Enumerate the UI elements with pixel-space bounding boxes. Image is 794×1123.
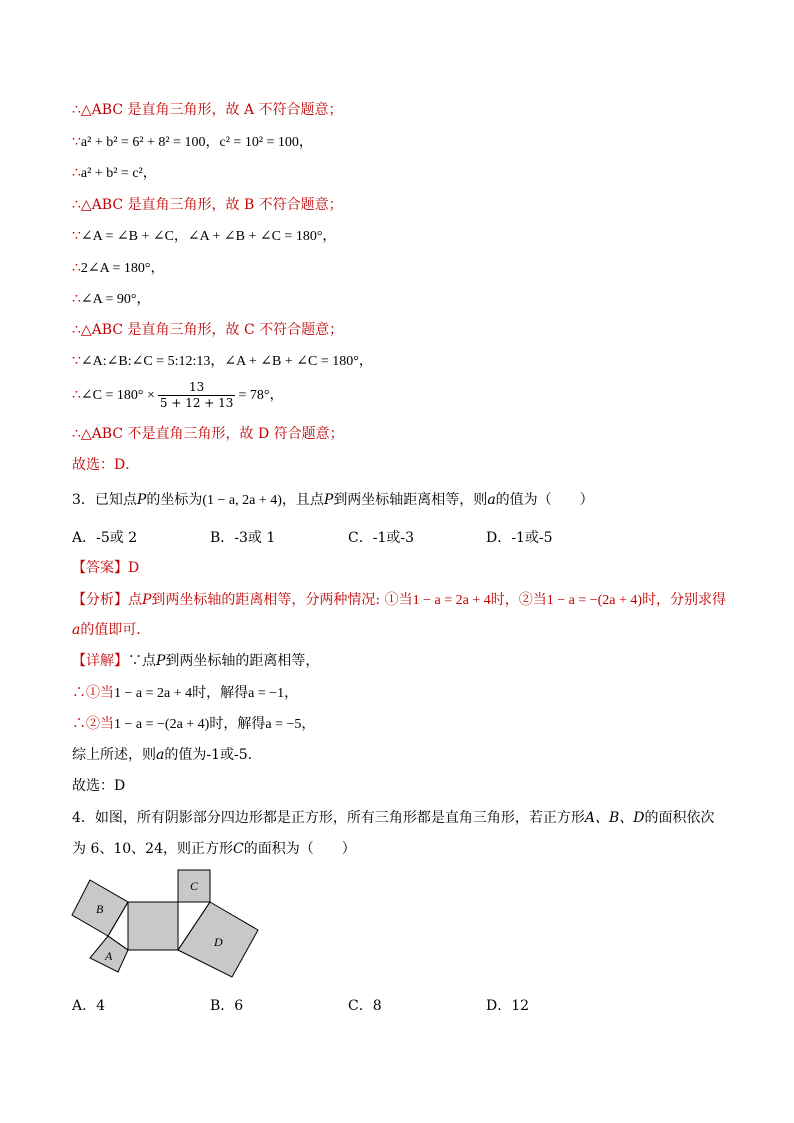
therefore-symbol: ∴ xyxy=(72,260,81,276)
fraction-denominator: 5 + 12 + 13 xyxy=(159,395,234,410)
q3-analysis-line-2 xyxy=(72,620,150,640)
analysis-math: 1 − a = −(2a + 4) xyxy=(546,593,643,608)
question-3-stem xyxy=(72,490,594,511)
solution-line-4: ∴△ABC 是直角三角形，故 B 不符合题意； xyxy=(72,197,343,213)
math-expression: = 78° xyxy=(238,388,270,403)
q4-text: 为 6、10、24，则正方形 xyxy=(72,841,233,857)
conclusion-var: a xyxy=(156,747,165,763)
detail-math: a = −1 xyxy=(248,686,285,701)
because-symbol: ∵ xyxy=(72,134,81,150)
analysis-text: 时，分别求得 xyxy=(642,592,727,608)
q3-conclusion xyxy=(72,745,262,765)
detail-text: 时，解得 xyxy=(192,685,249,701)
solution-line-6 xyxy=(72,258,164,279)
detail-math: 1 − a = 2a + 4 xyxy=(114,686,193,701)
math-expression: ∠A = 90° xyxy=(80,292,137,307)
detail-text: ∴②当 xyxy=(72,716,114,732)
q3-option-b: B．-3或 1 xyxy=(210,530,276,546)
solution-line-1: ∴△ABC 是直角三角形，故 A 不符合题意； xyxy=(72,102,343,118)
math-expression: c² = 10² = 100 xyxy=(219,135,299,150)
q3-option-c: C．-1或-3 xyxy=(348,530,414,546)
detail-text: ∵点 xyxy=(128,653,156,669)
solution-line-5 xyxy=(72,226,336,247)
math-expression: ∠A = ∠B + ∠C xyxy=(80,229,174,244)
q4-text: 的面积依次 xyxy=(644,810,715,826)
analysis-var: a xyxy=(72,622,81,638)
detail-text: ， xyxy=(301,716,316,732)
therefore-symbol: ∴ xyxy=(72,165,81,181)
q3-option-d: D．-1或-5 xyxy=(486,530,553,546)
therefore-symbol: ∴ xyxy=(72,291,81,307)
q3-analysis-line-1 xyxy=(72,590,726,611)
analysis-tag: 【分析】 xyxy=(72,592,128,608)
q3-text: 的值为（ ） xyxy=(495,492,594,508)
q4-option-c: C．8 xyxy=(348,998,382,1014)
fraction-numerator: 13 xyxy=(158,380,236,396)
q3-text: 3．已知点 xyxy=(72,492,137,508)
analysis-var: P xyxy=(142,592,152,608)
detail-text: 时，解得 xyxy=(209,716,266,732)
solution-line-7 xyxy=(72,289,150,310)
separator: ， xyxy=(150,260,165,276)
detail-var: P xyxy=(156,653,166,669)
separator: ， xyxy=(173,228,188,244)
separator: ， xyxy=(358,353,373,369)
q4-option-a: A．4 xyxy=(72,998,106,1014)
solution-line-11: ∴△ABC 不是直角三角形，故 D 符合题意； xyxy=(72,426,344,442)
q3-detail-line-1 xyxy=(72,651,319,671)
conclusion-text: 综上所述，则 xyxy=(72,747,156,763)
answer-value: D xyxy=(128,560,140,576)
separator: ， xyxy=(142,165,157,181)
detail-math: 1 − a = −(2a + 4) xyxy=(114,717,210,732)
separator: ， xyxy=(322,228,337,244)
q3-detail-line-3 xyxy=(72,714,315,735)
q3-choice: 故选：D xyxy=(72,778,126,794)
analysis-text: 的值即可． xyxy=(80,622,151,638)
solution-line-8: ∴△ABC 是直角三角形，故 C 不符合题意； xyxy=(72,322,344,338)
q4-option-d: D．12 xyxy=(486,998,530,1014)
label-c: C xyxy=(190,879,199,893)
q4-text: 的面积为（ ） xyxy=(243,841,356,857)
because-symbol: ∵ xyxy=(72,353,81,369)
separator: ， xyxy=(136,291,151,307)
separator: ， xyxy=(205,134,220,150)
fraction xyxy=(158,380,236,411)
math-expression: ∠C = 180° × xyxy=(80,388,155,403)
q4-var: A、B、D xyxy=(584,810,645,826)
q4-text: 4．如图，所有阴影部分四边形都是正方形，所有三角形都是直角三角形，若正方形 xyxy=(72,810,585,826)
q3-answer xyxy=(72,558,139,578)
separator: ， xyxy=(210,353,225,369)
solution-line-2 xyxy=(72,132,313,153)
because-symbol: ∵ xyxy=(72,228,81,244)
math-expression: ∠A + ∠B + ∠C = 180° xyxy=(187,229,323,244)
math-expression: a² + b² = 6² + 8² = 100 xyxy=(80,135,206,150)
answer-tag: 【答案】 xyxy=(72,560,128,576)
q3-var: a xyxy=(487,492,496,508)
math-expression: a² + b² = c² xyxy=(80,166,143,181)
separator: ， xyxy=(269,387,284,403)
detail-math: a = −5 xyxy=(265,717,302,732)
math-expression: ∠A + ∠B + ∠C = 180° xyxy=(224,354,359,369)
math-expression: ∠A:∠B:∠C = 5:12:13 xyxy=(80,354,211,369)
analysis-text: 点 xyxy=(128,592,142,608)
label-d: D xyxy=(214,935,223,949)
math-expression: 2∠A = 180° xyxy=(80,261,151,276)
question-4-stem-line-2 xyxy=(72,839,356,859)
solution-line-10 xyxy=(72,378,283,413)
analysis-math: 1 − a = 2a + 4 xyxy=(412,593,491,608)
q3-text: ，且点 xyxy=(281,492,324,508)
detail-text: ∴①当 xyxy=(72,685,114,701)
q3-text: 的坐标为 xyxy=(146,492,203,508)
solution-line-3 xyxy=(72,163,157,184)
analysis-text: 到两坐标轴的距离相等，分两种情况: ①当 xyxy=(151,592,413,608)
q3-detail-line-2 xyxy=(72,683,298,704)
q3-var: P xyxy=(323,492,334,508)
detail-text: ， xyxy=(284,685,299,701)
analysis-text: 时，②当 xyxy=(490,592,547,608)
solution-line-12: 故选：D． xyxy=(72,457,140,473)
detail-tag: 【详解】 xyxy=(72,653,128,669)
label-b: B xyxy=(96,902,104,916)
label-a: A xyxy=(105,949,113,963)
q4-var: C xyxy=(233,841,244,857)
therefore-symbol: ∴ xyxy=(72,387,81,403)
central-square xyxy=(128,902,178,950)
squares-diagram xyxy=(68,866,268,978)
solution-line-9 xyxy=(72,351,373,372)
q3-option-a: A．-5或 2 xyxy=(72,530,138,546)
detail-text: 到两坐标轴的距离相等， xyxy=(165,653,320,669)
q3-coordinate: (1 − a, 2a + 4) xyxy=(202,493,282,508)
q3-var: P xyxy=(136,492,147,508)
q4-option-b: B．6 xyxy=(210,998,244,1014)
separator: ， xyxy=(298,134,313,150)
q3-text: 到两坐标轴距离相等，则 xyxy=(333,492,488,508)
conclusion-text: 的值为-1或-5． xyxy=(164,747,262,763)
question-4-stem-line-1 xyxy=(72,808,715,828)
